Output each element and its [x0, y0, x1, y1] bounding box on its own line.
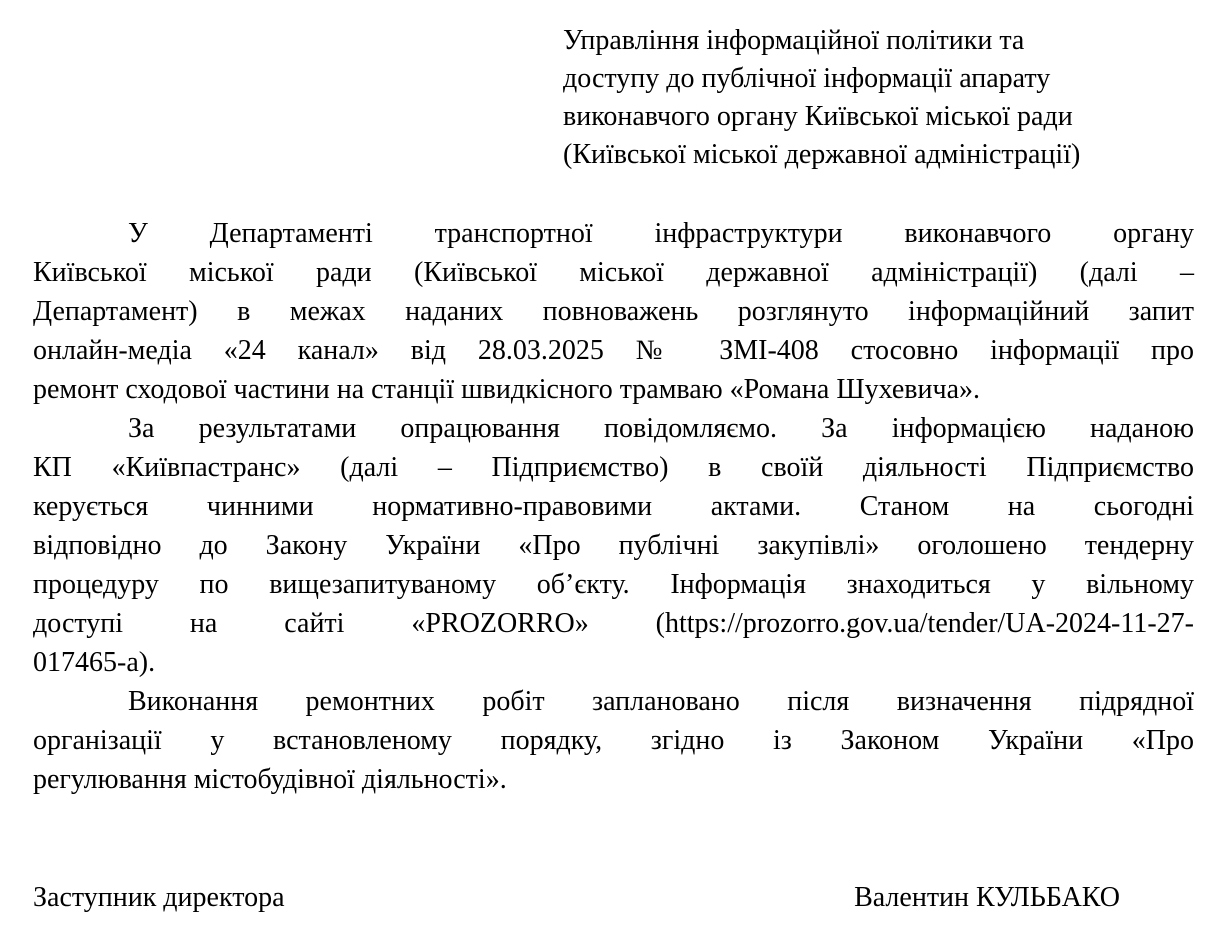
text-line: відповідно до Закону України «Про публічні закупівлі» оголошено тендерну [33, 530, 1194, 561]
signatory-title: Заступник директора [33, 882, 285, 913]
text-line: доступі на сайті «PROZORRO» (https://prozorro.gov.ua/tender/UA-2024-11-27- [33, 608, 1194, 639]
text-line: 017465-a). [33, 647, 156, 678]
recipient-line: (Київської міської державної адміністрації) [563, 139, 1081, 170]
text-line: процедуру по вищезапитуваному об’єкту. Інформація знаходиться у вільному [33, 569, 1194, 600]
paragraph-request-info [33, 214, 1194, 409]
letter-body [33, 214, 1194, 799]
text-line: Київської міської ради (Київської міської державної адміністрації) (далі – [33, 257, 1194, 288]
text-line: Виконання ремонтних робіт заплановано після визначення підрядної [128, 686, 1194, 717]
text-line: ремонт сходової частини на станції швидкісного трамваю «Романа Шухевича». [33, 374, 981, 405]
recipient-line: доступу до публічної інформації апарату [563, 63, 1051, 94]
text-line: керується чинними нормативно-правовими актами. Станом на сьогодні [33, 491, 1194, 522]
text-line: онлайн-медіа «24 канал» від 28.03.2025 № ЗМІ-408 стосовно інформації про [33, 335, 1194, 366]
paragraph-response [33, 409, 1194, 682]
text-line: організації у встановленому порядку, згідно із Законом України «Про [33, 725, 1194, 756]
text-line: Департамент) в межах наданих повноважень розглянуто інформаційний запит [33, 296, 1194, 327]
paragraph-works-plan [33, 682, 1194, 799]
recipient-line: виконавчого органу Київської міської ради [563, 101, 1073, 132]
recipient-line: Управління інформаційної політики та [563, 25, 1025, 56]
text-line: регулювання містобудівної діяльності». [33, 764, 507, 795]
text-line: У Департаменті транспортної інфраструктури виконавчого органу [128, 218, 1194, 249]
signatory-name: Валентин КУЛЬБАКО [854, 882, 1120, 913]
signature-row [33, 878, 1120, 917]
text-line: За результатами опрацювання повідомляємо. За інформацією наданою [128, 413, 1194, 444]
text-line: КП «Київпастранс» (далі – Підприємство) в своїй діяльності Підприємство [33, 452, 1194, 483]
recipient-block [563, 22, 1203, 174]
